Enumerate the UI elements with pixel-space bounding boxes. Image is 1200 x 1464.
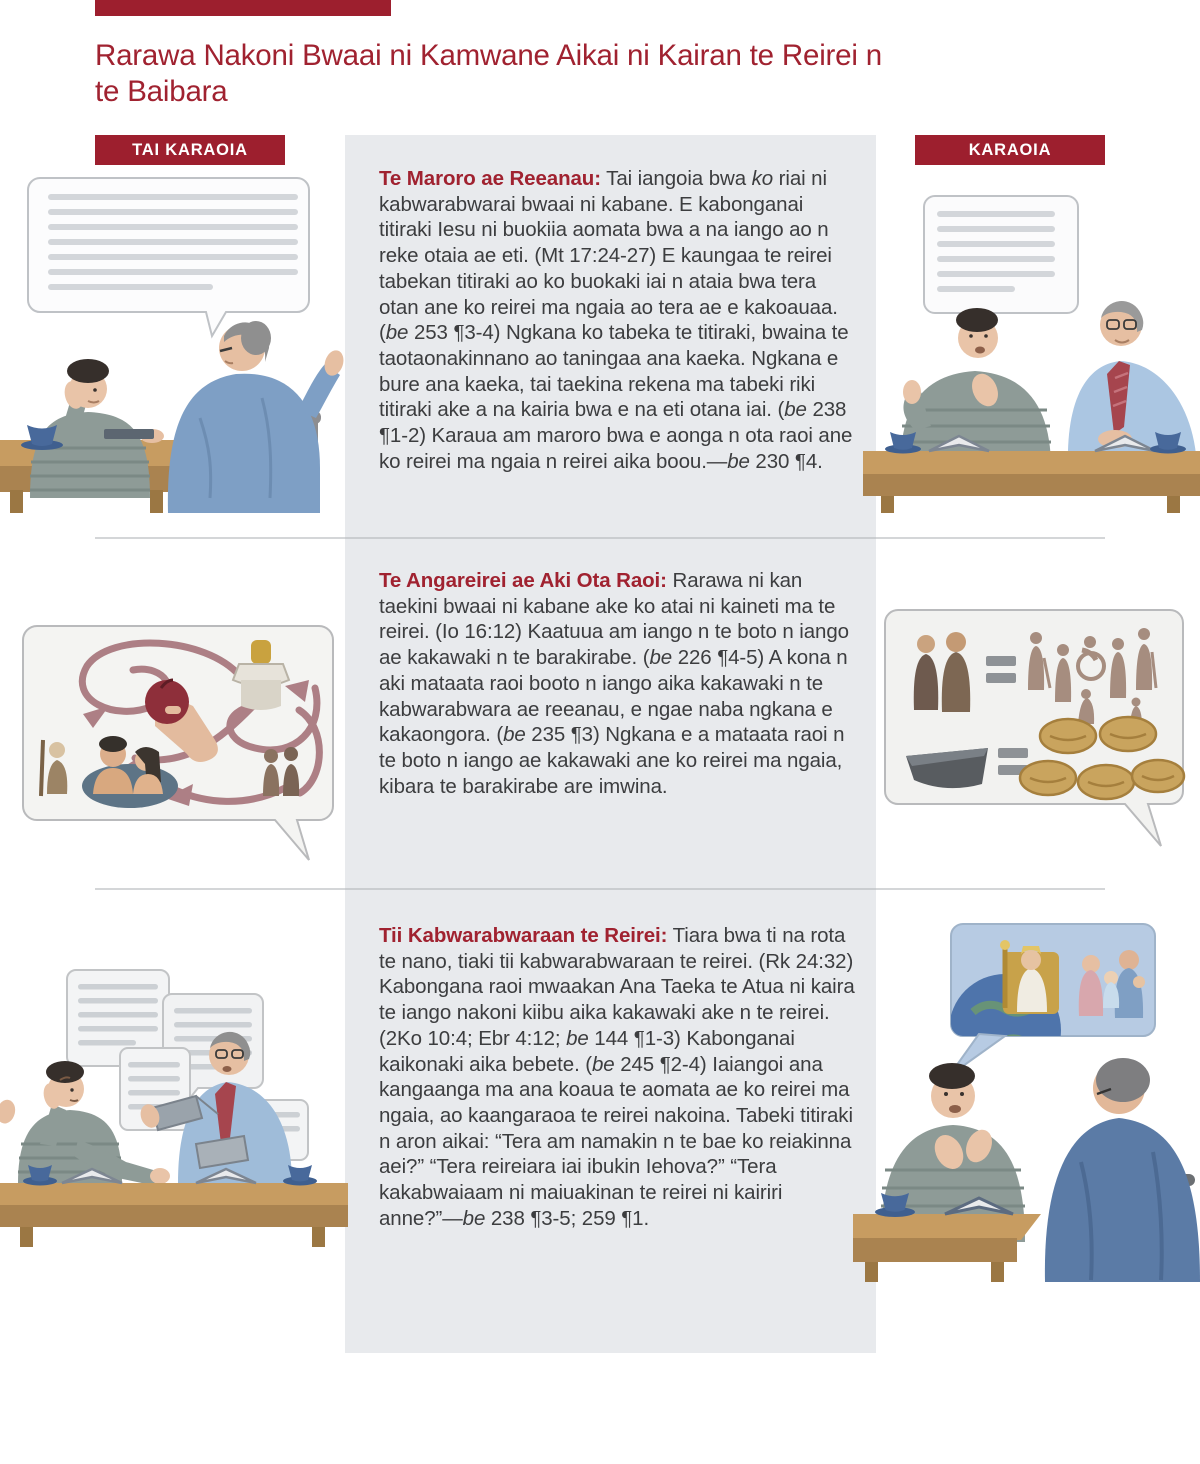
illustration-simple-comparisons: [878, 598, 1193, 858]
speech-bubble: [924, 196, 1078, 334]
section-body: Tai iangoia bwa ko riai ni kabwarabwarai bwaai ni kabane. E kabonganai titiraki Iesu ni buokiia aomata bwa a na iango ao n reke otaia ae eti. (Mt 17:24-27) E kaungaa te reirei tabekan titiraki ao ko buokaki iai n ataia bwa tera otan ane ko reirei ma ngaia ao tera ae e kakoauaa. (be 253 ¶3-4) Ngkana ko tabeka te titiraki, bwaina te taotaonakinnano ao taningaa ana kaeka. Ngkana e bure ana kaeka, tai taekina rekena ma tabeki riki titiraki ake a na kairia bwa e na eti otana iai. (be 238 ¶1-2) Karaua am maroro bwa e aonga n ota raoi ane ko reirei ma ngaia n reirei aika boou.—be 230 ¶4.: [379, 167, 853, 473]
section-reach-the-heart: [379, 923, 857, 1231]
illustration-confusing-explanation: [15, 618, 340, 873]
section-body: Tiara bwa ti na rota te nano, tiaki tii kabwarabwaraan te reirei. (Rk 24:32) Kabongana raoi mwaakan Ana Taeka te Atua ni kaira te iango nakoni kiibu aika kakawaki ake n te reirei. (2Ko 10:4; Ebr 4:12; be 144 ¶1-3) Kabonganai kaikonaki aika bebete. (be 245 ¶2-4) Iaiangoi ana kangaanga ma ana koaua te aomata ae ko reirei ma ngaia, ao kaangaraoa te reirei nakoina. Tabeki titiraki n aron aikai: “Tera am namakin n te bae ko reiakinna aei?” “Tera reireiara iai ibukin Iehova?” “Tera kakabwaiaam ni maiuakinan te reirei ni kairiri anne?”—be 238 ¶3-5; 259 ¶1.: [379, 924, 855, 1230]
illustration-long-monologue: [0, 168, 345, 513]
listening-teacher-back: [1045, 1058, 1200, 1282]
badge-tai-karaoia: TAI KARAOIA: [95, 135, 285, 165]
section-heading: Tii Kabwarabwaraan te Reirei:: [379, 924, 668, 947]
illustration-good-conversation: [863, 168, 1200, 513]
section-heading: Te Maroro ae Reeanau:: [379, 167, 601, 190]
illustration-heartfelt-expression: [853, 912, 1200, 1282]
table: [0, 1183, 348, 1247]
top-accent-bar: [95, 0, 391, 16]
book-on-table: [104, 429, 154, 439]
section-paragraph: [379, 166, 857, 474]
section-divider-1: [95, 537, 1105, 539]
page-title: Rarawa Nakoni Bwaai ni Kamwane Aikai ni Kairan te Reirei n te Baibara: [95, 39, 882, 108]
table: [853, 1214, 1041, 1282]
section-clear-teaching: [379, 568, 857, 799]
illustration-too-much-information: [0, 948, 348, 1283]
section-body: Rarawa ni kan taekini bwaai ni kabane ake ko atai ni kaineti ma te reirei. (Io 16:12) Kaatuua am iango n te boto n iango ae kakawaki n te barakirabe. (be 226 ¶4-5) A kona n aki mataata raoi booto n iango aika kakawaki n te kabwarabwara ae reeanau, e ngae naba ngkana e kakaongora. (be 235 ¶3) Ngkana e a mataata raoi n te boto n iango ae kakawaki ane ko reirei ma ngaia, kibara te barakirabe are imwina.: [379, 569, 849, 798]
table: [863, 451, 1200, 513]
badge-karaoia: KARAOIA: [915, 135, 1105, 165]
talking-teacher: [140, 321, 345, 513]
section-warm-conversation: [379, 166, 857, 474]
section-divider-2: [95, 888, 1105, 890]
section-paragraph: [379, 923, 857, 1231]
section-paragraph: [379, 568, 857, 799]
section-heading: Te Angareirei ae Aki Ota Raoi:: [379, 569, 667, 592]
long-speech-bubble: [28, 178, 309, 336]
